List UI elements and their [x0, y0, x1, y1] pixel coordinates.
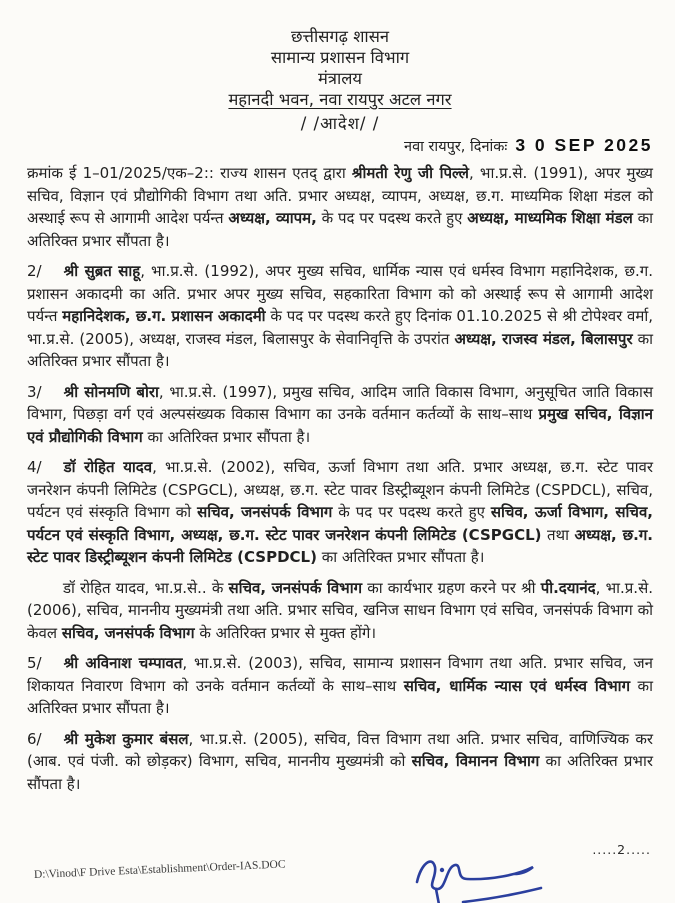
text-segment: , भा.प्र.से. (1997), प्रमुख सचिव, आदिम जाति विकास विभाग, अनुसूचित जाति विकास विभाग, पिछड़ा वर्ग एवं अल्पसंख्यक विकास विभाग का उनके वर्तमान कर्तव्यों के साथ–साथ [27, 382, 653, 423]
text-segment: श्री मुकेश कुमार बंसल [63, 729, 189, 748]
text-segment: प्रमुख सचिव, विज्ञान एवं प्रौद्योगिकी विभाग [27, 405, 653, 446]
text-segment: डॉ रोहित यादव, भा.प्र.से.. के [63, 578, 229, 597]
paragraph-number: 6/ [27, 729, 42, 748]
text-segment: पी.दयानंद [540, 578, 596, 597]
page-number: .....2..... [592, 842, 651, 857]
text-segment: सचिव, विमानन विभाग [411, 752, 540, 770]
text-segment: सचिव, जनसंपर्क विभाग [197, 503, 333, 521]
text-segment: तथा [541, 525, 575, 544]
order-heading: / /आदेश/ / [300, 114, 380, 133]
text-segment: अध्यक्ष, राजस्व मंडल, बिलासपुर [454, 329, 633, 348]
text-segment: , भा.प्र.से. (2003), सचिव, सामान्य प्रशासन विभाग तथा अति. प्रभार सचिव, जन शिकायत निवारण विभाग को उनके वर्तमान कर्तव्यों के साथ–साथ [27, 654, 653, 695]
text-segment: का अतिरिक्त प्रभार सौंपता है। [27, 676, 653, 717]
signature-scribble [405, 846, 570, 903]
address-line: महानदी भवन, नवा रायपुर अटल नगर [228, 90, 452, 109]
text-segment: का अतिरिक्त प्रभार सौंपता है। [27, 752, 653, 793]
text-segment: , भा.प्र.से. (2002), सचिव, ऊर्जा विभाग तथा अति. प्रभार अध्यक्ष, छ.ग. स्टेट पावर जनरेशन कंपनी लिमिटेड (CSPGCL), अध्यक्ष, छ.ग. स्टेट पावर डिस्ट्रीब्यूशन कंपनी लिमिटेड (CSPDCL), सचिव, पर्यटन एवं संस्कृति विभाग को [27, 458, 653, 521]
date-stamp: 3 0 SEP 2025 [515, 135, 653, 155]
ministry-name: मंत्रालय [317, 69, 362, 88]
text-segment: सचिव, जनसंपर्क विभाग [61, 623, 195, 642]
text-segment: श्री सोनमणि बोरा [63, 382, 159, 401]
text-segment: का अतिरिक्त प्रभार सौंपता है। [27, 209, 653, 250]
para-order-2 [27, 260, 653, 373]
paragraph-number: 4/ [27, 458, 42, 476]
para-order-4a [27, 577, 653, 645]
paragraph-number: 5/ [27, 654, 42, 672]
text-segment: डॉ रोहित यादव [63, 458, 153, 476]
text-segment: , भा.प्र.से. (1991), अपर मुख्य सचिव, विज्ञान एवं प्रौद्योगिकी विभाग तथा अति. प्रभार अध्यक्ष, व्यापम, अध्यक्ष, छ.ग. माध्यमिक शिक्षा मंडल को अस्थाई रूप से आगामी आदेश पर्यन्त [27, 164, 653, 227]
text-segment: के अतिरिक्त प्रभार से मुक्त होंगे। [194, 623, 377, 642]
para-order-6 [27, 728, 653, 796]
text-segment: श्रीमती रेणु जी पिल्ले [351, 164, 469, 182]
para-order-5 [27, 652, 653, 720]
text-segment: के पद पर पदस्थ करते हुए दिनांक 01.10.2025 से श्री टोपेश्वर वर्मा, भा.प्र.से. (2005), अध्यक्ष, राजस्व मंडल, बिलासपुर के सेवानिवृत्ति के उपरांत [27, 307, 653, 348]
text-segment: का कार्यभार ग्रहण करने पर श्री [362, 578, 541, 597]
text-segment: के पद पर पदस्थ करते हुए [332, 503, 491, 521]
paragraph-number: 2/ [27, 262, 42, 280]
text-segment: का अतिरिक्त प्रभार सौंपता है। [316, 548, 485, 566]
letterhead [27, 26, 653, 134]
para-order-1 [27, 162, 653, 252]
text-segment: सचिव, ऊर्जा विभाग, सचिव, पर्यटन एवं संस्कृति विभाग, अध्यक्ष, छ.ग. स्टेट पावर जनरेशन कंपनी लिमिटेड (CSPGCL) [27, 503, 653, 544]
paragraph-number: 3/ [27, 382, 42, 401]
text-segment: श्री सुब्रत साहू [63, 262, 141, 280]
text-segment: क्रमांक ई 1–01/2025/एक–2:: राज्य शासन एतद् द्वारा [27, 164, 352, 182]
text-segment: के पद पर पदस्थ करते हुए [316, 209, 468, 227]
text-segment: सचिव, धार्मिक न्यास एवं धर्मस्व विभाग [403, 676, 631, 695]
text-segment: , भा.प्र.से. (2006), सचिव, माननीय मुख्यमंत्री तथा अति. प्रभार सचिव, खनिज साधन विभाग एवं सचिव, जनसंपर्क विभाग को केवल [27, 578, 653, 642]
text-segment: सचिव, जनसंपर्क विभाग [228, 578, 363, 597]
government-name: छत्तीसगढ़ शासन [290, 27, 390, 46]
dateline [27, 134, 653, 158]
text-segment: अध्यक्ष, माध्यमिक शिक्षा मंडल [467, 209, 633, 227]
text-segment: का अतिरिक्त प्रभार सौंपता है। [27, 329, 653, 370]
file-path: D:\Vinod\F Drive Esta\Establishment\Order-IAS.DOC [33, 858, 286, 881]
place-date-label: नवा रायपुर, दिनांकः [404, 139, 508, 155]
text-segment: श्री अविनाश चम्पावत [63, 654, 183, 672]
order-paragraphs [27, 162, 653, 795]
para-order-4 [27, 456, 653, 569]
para-order-3 [27, 381, 653, 449]
text-segment: अध्यक्ष, छ.ग. स्टेट पावर डिस्ट्रीब्यूशन कंपनी लिमिटेड (CSPDCL) [27, 525, 653, 566]
department-name: सामान्य प्रशासन विभाग [270, 48, 410, 67]
text-segment: , भा.प्र.से. (1992), अपर मुख्य सचिव, धार्मिक न्यास एवं धर्मस्व विभाग महानिदेशक, छ.ग. प्रशासन अकादमी का अति. प्रभार अपर मुख्य सचिव, सहकारिता विभाग को को अस्थाई रूप से आगामी आदेश पर्यन्त [27, 262, 653, 325]
text-segment: अध्यक्ष, व्यापम, [228, 209, 317, 227]
text-segment: , भा.प्र.से. (2005), सचिव, वित्त विभाग तथा अति. प्रभार सचिव, वाणिज्यिक कर (आब. एवं पंजी. को छोड़कर) विभाग, सचिव, माननीय मुख्यमंत्री को [27, 729, 654, 770]
text-segment: महानिदेशक, छ.ग. प्रशासन अकादमी [62, 307, 266, 325]
text-segment: का अतिरिक्त प्रभार सौंपता है। [142, 427, 311, 446]
